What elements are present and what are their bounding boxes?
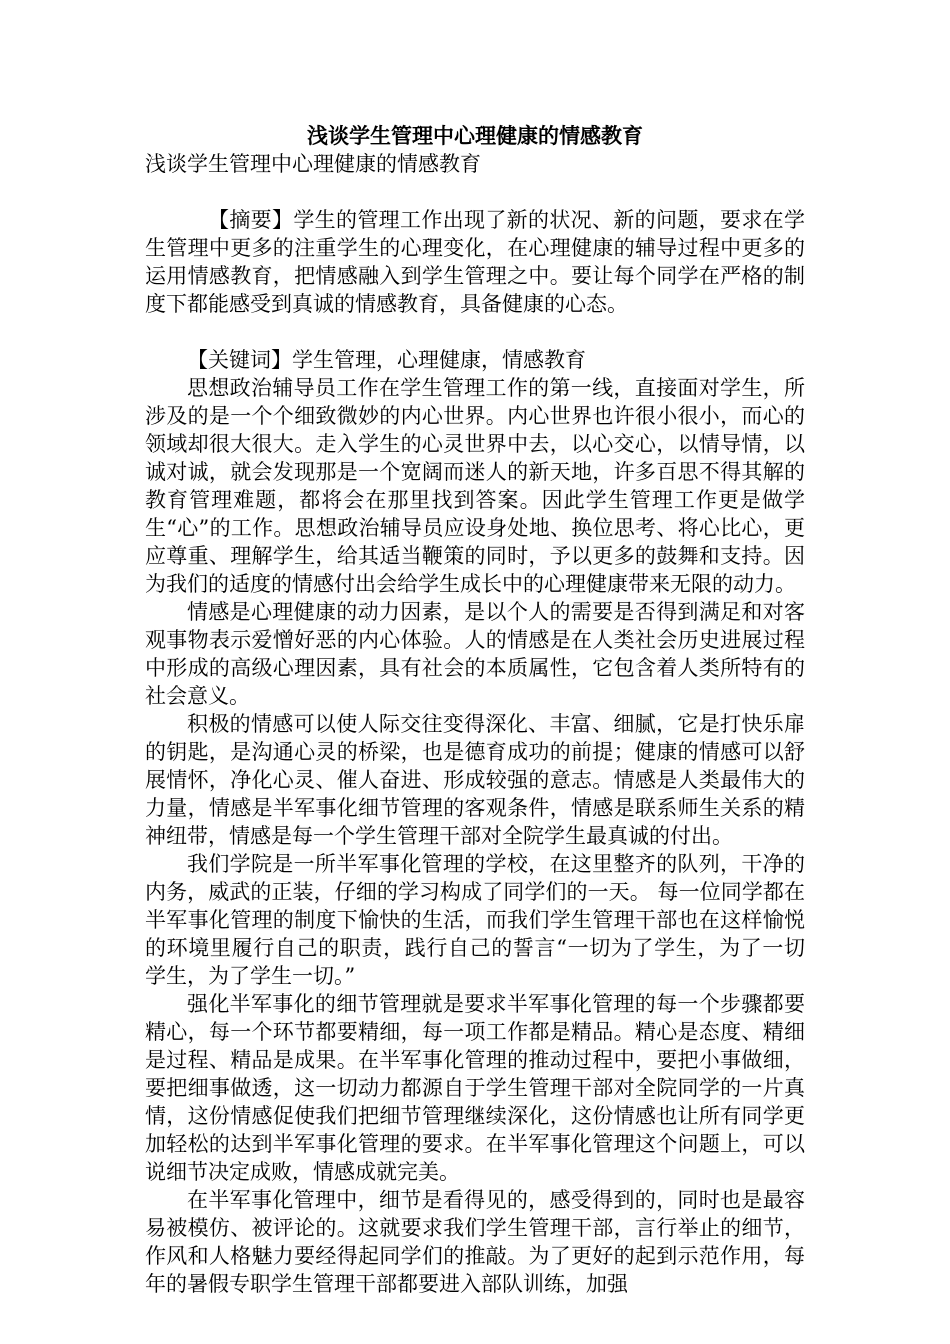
abstract-paragraph: 【摘要】学生的管理工作出现了新的状况、新的问题，要求在学生管理中更多的注重学生的心理变化，在心理健康的辅导过程中更多的运用情感教育，把情感融入到学生管理之中。要让每个同学在严格的制度下都能感受到真诚的情感教育，具备健康的心态。: [145, 208, 805, 316]
body-paragraph-4: 我们学院是一所半军事化管理的学校，在这里整齐的队列，干净的内务，威武的正装，仔细的学习构成了同学们的一天。 每一位同学都在半军事化管理的制度下愉快的生活，而我们学生管理干部也在这样愉悦的环境里履行自己的职责，践行自己的誓言“一切为了学生，为了一切学生，为了学生一切。”: [145, 852, 805, 988]
document-body: [145, 122, 805, 1298]
body-paragraph-6: 在半军事化管理中，细节是看得见的，感受得到的，同时也是最容易被模仿、被评论的。这就要求我们学生管理干部，言行举止的细节，作风和人格魅力要经得起同学们的推敲。为了更好的起到示范作用，每年的暑假专职学生管理干部都要进入部队训练，加强: [145, 1188, 805, 1296]
document-title: 浅谈学生管理中心理健康的情感教育: [307, 124, 643, 148]
body-paragraph-2: 情感是心理健康的动力因素，是以个人的需要是否得到满足和对客观事物表示爱憎好恶的内心体验。人的情感是在人类社会历史进展过程中形成的高级心理因素，具有社会的本质属性，它包含着人类所特有的社会意义。: [145, 600, 805, 708]
body-paragraph-3: 积极的情感可以使人际交往变得深化、丰富、细腻，它是打快乐扉的钥匙，是沟通心灵的桥梁，也是德育成功的前提；健康的情感可以舒展情怀，净化心灵、催人奋进、形成较强的意志。情感是人类最伟大的力量，情感是半军事化细节管理的客观条件，情感是联系师生关系的精神纽带，情感是每一个学生管理干部对全院学生最真诚的付出。: [145, 712, 805, 848]
keywords-line: 【关键词】学生管理，心理健康，情感教育: [187, 348, 586, 372]
document-subtitle: 浅谈学生管理中心理健康的情感教育: [145, 152, 481, 176]
body-paragraph-1: 思想政治辅导员工作在学生管理工作的第一线，直接面对学生，所涉及的是一个个细致微妙的内心世界。内心世界也许很小很小，而心的领域却很大很大。走入学生的心灵世界中去，以心交心，以情导情，以诚对诚，就会发现那是一个宽阔而迷人的新天地，许多百思不得其解的教育管理难题，都将会在那里找到答案。因此学生管理工作更是做学生“心”的工作。思想政治辅导员应设身处地、换位思考、将心比心，更应尊重、理解学生，给其适当鞭策的同时，予以更多的鼓舞和支持。因为我们的适度的情感付出会给学生成长中的心理健康带来无限的动力。: [145, 376, 805, 596]
body-paragraph-5: 强化半军事化的细节管理就是要求半军事化管理的每一个步骤都要精心，每一个环节都要精细，每一项工作都是精品。精心是态度、精细是过程、精品是成果。在半军事化管理的推动过程中，要把小事做细，要把细事做透，这一切动力都源自于学生管理干部对全院同学的一片真情，这份情感促使我们把细节管理继续深化，这份情感也让所有同学更加轻松的达到半军事化管理的要求。在半军事化管理这个问题上，可以说细节决定成败，情感成就完美。: [145, 992, 805, 1184]
